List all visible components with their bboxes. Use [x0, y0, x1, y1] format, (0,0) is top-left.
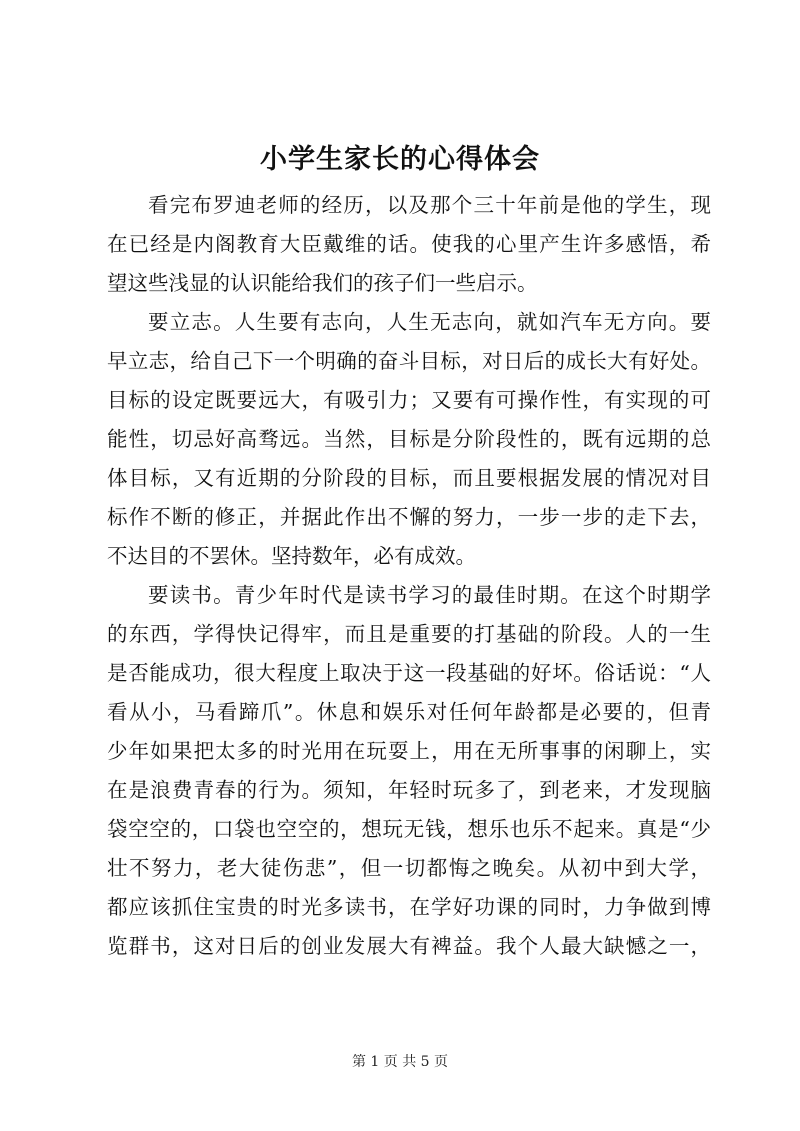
document-body: [107, 186, 711, 966]
paragraph-2: [107, 303, 711, 576]
text-line: 不达目的不罢休。坚持数年，必有成效。: [107, 544, 476, 568]
text-line: 要读书。青少年时代是读书学习的最佳时期。在这个时期学: [148, 583, 711, 607]
text-line: 壮不努力，老大徒伤悲”，但一切都悔之晚矣。从初中到大学，: [107, 856, 711, 880]
text-line: 早立志，给自己下一个明确的奋斗目标，对日后的成长大有好处。: [107, 349, 711, 373]
text-line: 袋空空的，口袋也空空的，想玩无钱，想乐也乐不起来。真是“少: [107, 817, 711, 841]
text-line: 都应该抓住宝贵的时光多读书，在学好功课的同时，力争做到博: [107, 895, 711, 919]
text-line: 望这些浅显的认识能给我们的孩子们一些启示。: [107, 271, 538, 295]
text-line: 少年如果把太多的时光用在玩耍上，用在无所事事的闲聊上，实: [107, 739, 711, 763]
document-title: 小学生家长的心得体会: [260, 144, 540, 175]
text-line: 在是浪费青春的行为。须知，年轻时玩多了，到老来，才发现脑: [107, 778, 711, 802]
text-line: 要立志。人生要有志向，人生无志向，就如汽车无方向。要: [148, 310, 711, 334]
text-line: 看从小，马看蹄爪”。休息和娱乐对任何年龄都是必要的，但青: [107, 700, 711, 724]
page-footer: 第 1 页 共 5 页: [351, 1054, 449, 1070]
text-line: 目标的设定既要远大，有吸引力；又要有可操作性，有实现的可: [107, 388, 711, 412]
text-line: 看完布罗迪老师的经历，以及那个三十年前是他的学生，现: [148, 193, 711, 217]
text-line: 的东西，学得快记得牢，而且是重要的打基础的阶段。人的一生: [107, 622, 711, 646]
text-line: 体目标，又有近期的分阶段的目标，而且要根据发展的情况对目: [107, 466, 711, 490]
text-line: 在已经是内阁教育大臣戴维的话。使我的心里产生许多感悟，希: [107, 232, 711, 256]
paragraph-1: [107, 186, 711, 303]
text-line: 是否能成功，很大程度上取决于这一段基础的好坏。俗话说：“人: [107, 661, 711, 685]
text-line: 览群书，这对日后的创业发展大有裨益。我个人最大缺憾之一，: [107, 934, 711, 958]
paragraph-3: [107, 576, 711, 966]
text-line: 能性，切忌好高骛远。当然，目标是分阶段性的，既有远期的总: [107, 427, 711, 451]
text-line: 标作不断的修正，并据此作出不懈的努力，一步一步的走下去，: [107, 505, 711, 529]
